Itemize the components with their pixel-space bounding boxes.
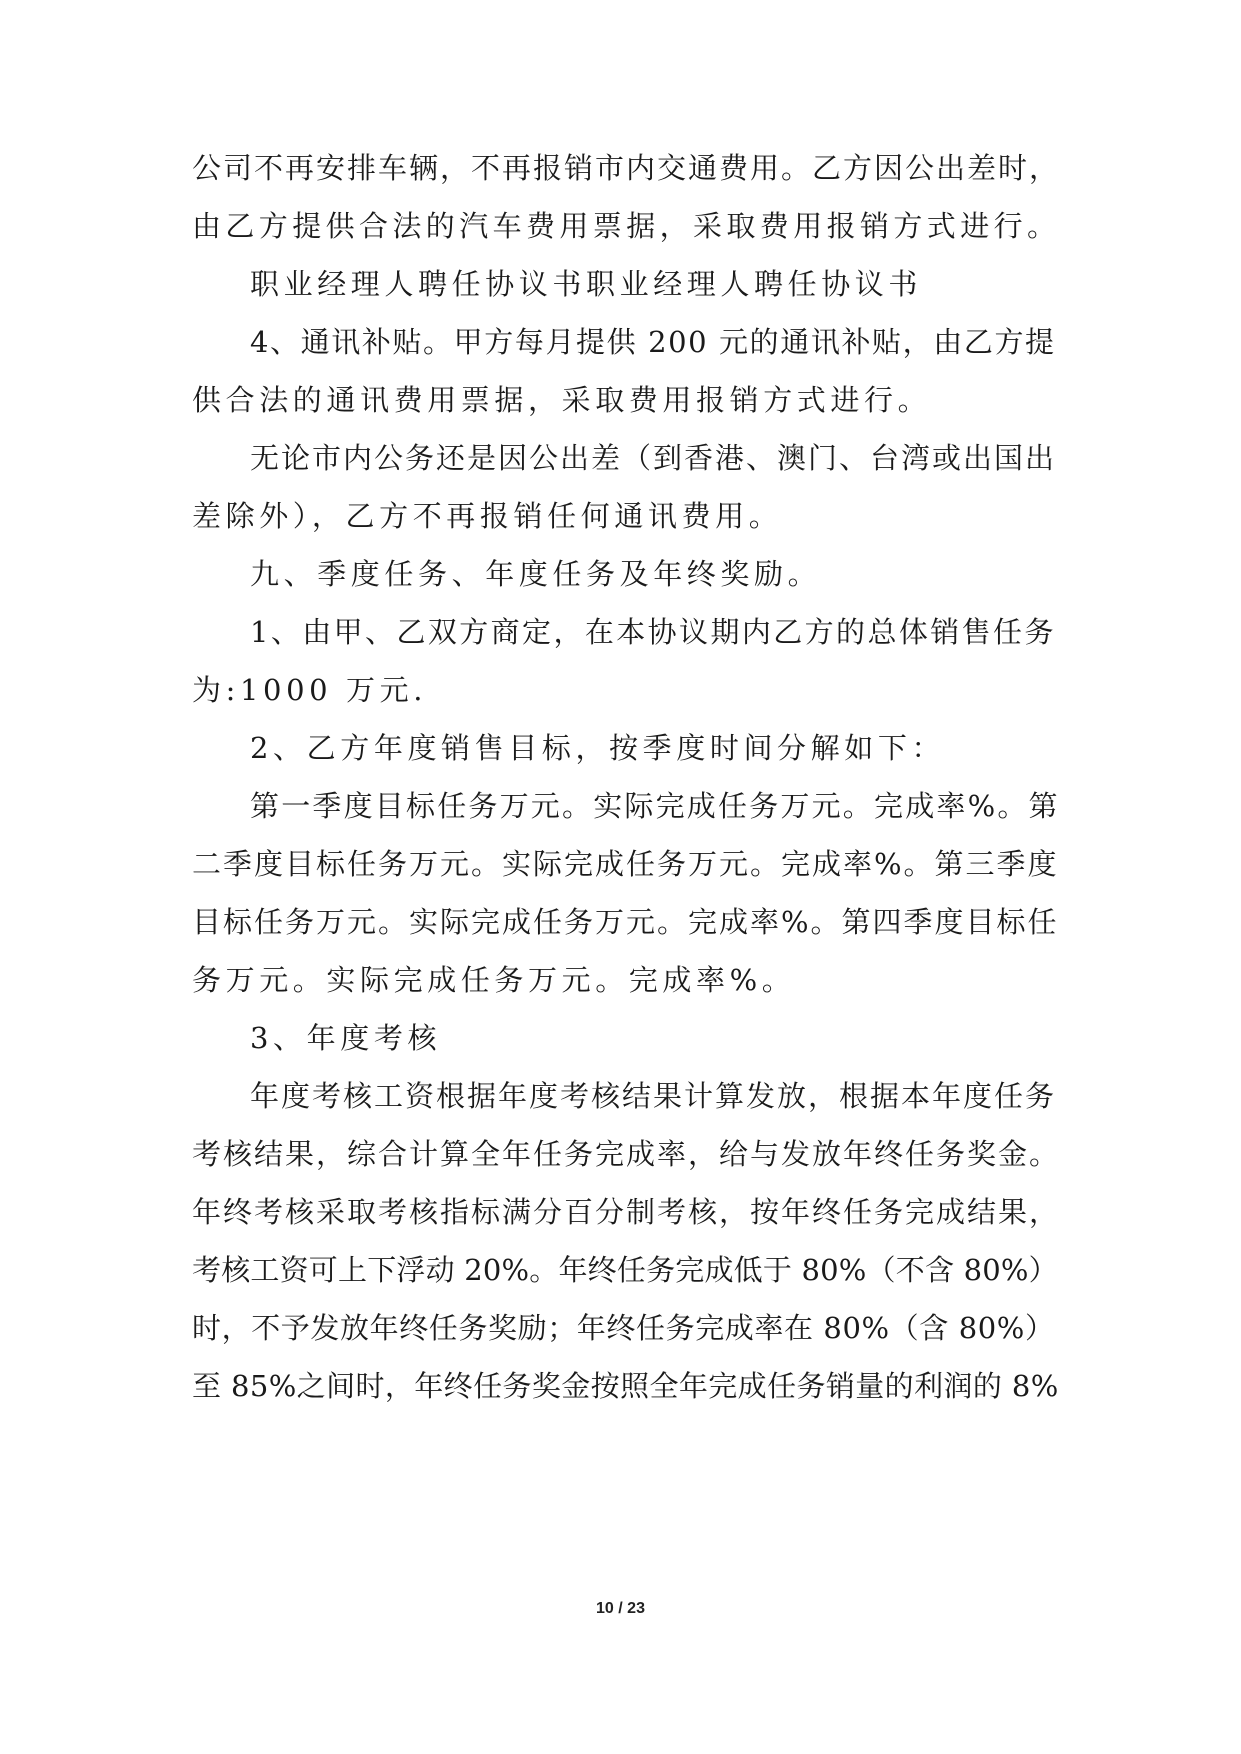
text-line: 2、乙方年度销售目标，按季度时间分解如下： (250, 731, 946, 765)
text-line: 为:1000 万元. (192, 673, 428, 707)
text-line: 由乙方提供合法的汽车费用票据，采取费用报销方式进行。 (192, 209, 1061, 243)
text-line: 考核工资可上下浮动 20%。年终任务完成低于 80%（不含 80%） (192, 1253, 1058, 1287)
text-line: 职业经理人聘任协议书职业经理人聘任协议书 (250, 267, 923, 301)
section-heading: 九、季度任务、年度任务及年终奖励。 (250, 557, 822, 591)
text-line: 二季度目标任务万元。实际完成任务万元。完成率%。第三季度 (192, 847, 1059, 881)
text-line: 1、由甲、乙双方商定，在本协议期内乙方的总体销售任务 (250, 615, 1056, 649)
text-line: 供合法的通讯费用票据，采取费用报销方式进行。 (192, 383, 932, 417)
text-line: 第一季度目标任务万元。实际完成任务万元。完成率%。第 (250, 789, 1060, 823)
text-line: 4、通讯补贴。甲方每月提供 200 元的通讯补贴，由乙方提 (250, 325, 1056, 359)
text-line: 考核结果，综合计算全年任务完成率，给与发放年终任务奖金。 (192, 1137, 1061, 1171)
text-line: 至 85%之间时，年终任务奖金按照全年完成任务销量的利润的 8% (192, 1369, 1059, 1403)
page-number: 10 / 23 (596, 1600, 645, 1617)
text-line: 年度考核工资根据年度考核结果计算发放，根据本年度任务 (250, 1079, 1057, 1113)
text-line: 务万元。实际完成任务万元。完成率%。 (192, 963, 796, 997)
text-line: 公司不再安排车辆，不再报销市内交通费用。乙方因公出差时， (192, 151, 1061, 185)
text-line: 差除外），乙方不再报销任何通讯费用。 (192, 499, 783, 533)
text-line: 年终考核采取考核指标满分百分制考核，按年终任务完成结果， (192, 1195, 1061, 1229)
text-line: 时，不予发放年终任务奖励；年终任务完成率在 80%（含 80%） (192, 1311, 1055, 1345)
text-line: 无论市内公务还是因公出差（到香港、澳门、台湾或出国出 (250, 441, 1057, 475)
text-line: 目标任务万元。实际完成任务万元。完成率%。第四季度目标任 (192, 905, 1059, 939)
text-line: 3、年度考核 (250, 1021, 442, 1055)
